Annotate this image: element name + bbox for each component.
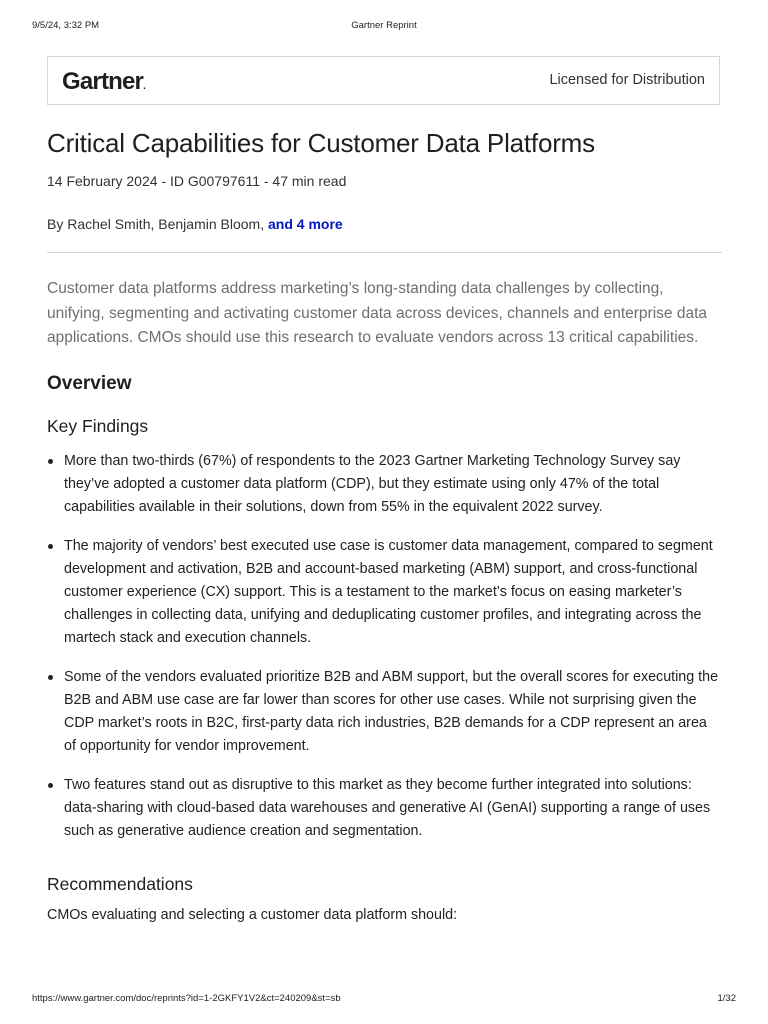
finding-text: More than two-thirds (67%) of respondents to the 2023 Gartner Marketing Technology Survey say they’ve adopted a customer data platform (CDP), but they estimate using only 47% of the total capabilities available in their solutions, down from 55% in the equivalent 2022 survey. — [64, 453, 681, 515]
print-footer — [32, 993, 736, 1007]
recommendations-heading: Recommendations — [47, 874, 193, 894]
list-item — [47, 774, 722, 843]
print-title: Gartner Reprint — [351, 20, 417, 31]
list-item — [47, 535, 722, 650]
finding-text: Some of the vendors evaluated prioritize B2B and ABM support, but the overall scores for executing the B2B and ABM use case are far lower than scores for other use cases. While not surprising given the CDP market’s roots in B2C, first-party data rich industries, B2B demands for a CDP represent an area of opportunity for vendor improvement. — [64, 669, 719, 754]
recommendations-intro: CMOs evaluating and selecting a customer data platform should: — [47, 907, 458, 923]
authors-names: By Rachel Smith, Benjamin Bloom, — [47, 216, 268, 232]
divider — [47, 252, 722, 253]
authors-line — [47, 216, 722, 232]
bullet-icon — [48, 459, 53, 464]
document-meta: 14 February 2024 - ID G00797611 - 47 min read — [47, 173, 347, 189]
summary-paragraph: Customer data platforms address marketing’s long-standing data challenges by collecting, unifying, segmenting and activating customer data across devices, channels and enterprise data applications. CMOs should use this research to evaluate vendors across 13 critical capabilities. — [47, 280, 707, 346]
gartner-logo[interactable]: Gartner. — [62, 68, 146, 95]
page-title: Critical Capabilities for Customer Data Platforms — [47, 128, 595, 158]
key-findings-list — [47, 450, 722, 859]
print-header — [32, 20, 736, 34]
bullet-icon — [48, 783, 53, 788]
bullet-icon — [48, 544, 53, 549]
finding-text: The majority of vendors’ best executed use case is customer data management, compared to segment development and activation, B2B and account-based marketing (ABM) support, and cross-functional customer experience (CX) support. This is a testament to the market’s focus on easing marketer’s challenges in collecting data, unifying and deduplicating customer profiles, and integrating across the martech stack and execution channels. — [64, 538, 713, 646]
list-item — [47, 666, 722, 758]
overview-heading: Overview — [47, 373, 132, 394]
list-item — [47, 450, 722, 519]
distribution-banner — [47, 56, 720, 105]
more-authors-link[interactable]: and 4 more — [267, 216, 343, 232]
finding-text: Two features stand out as disruptive to this market as they become further integrated into solutions: data-sharing with cloud-based data warehouses and generative AI (GenAI) supporting a range of uses such as generative audience creation and segmentation. — [64, 777, 711, 839]
bullet-icon — [48, 675, 53, 680]
print-url: https://www.gartner.com/doc/reprints?id=1-2GKFY1V2&ct=240209&st=sb — [32, 993, 341, 1004]
page-number: 1/32 — [717, 993, 736, 1004]
key-findings-heading: Key Findings — [47, 416, 149, 436]
print-datetime: 9/5/24, 3:32 PM — [32, 20, 100, 31]
license-label: Licensed for Distribution — [549, 72, 705, 88]
